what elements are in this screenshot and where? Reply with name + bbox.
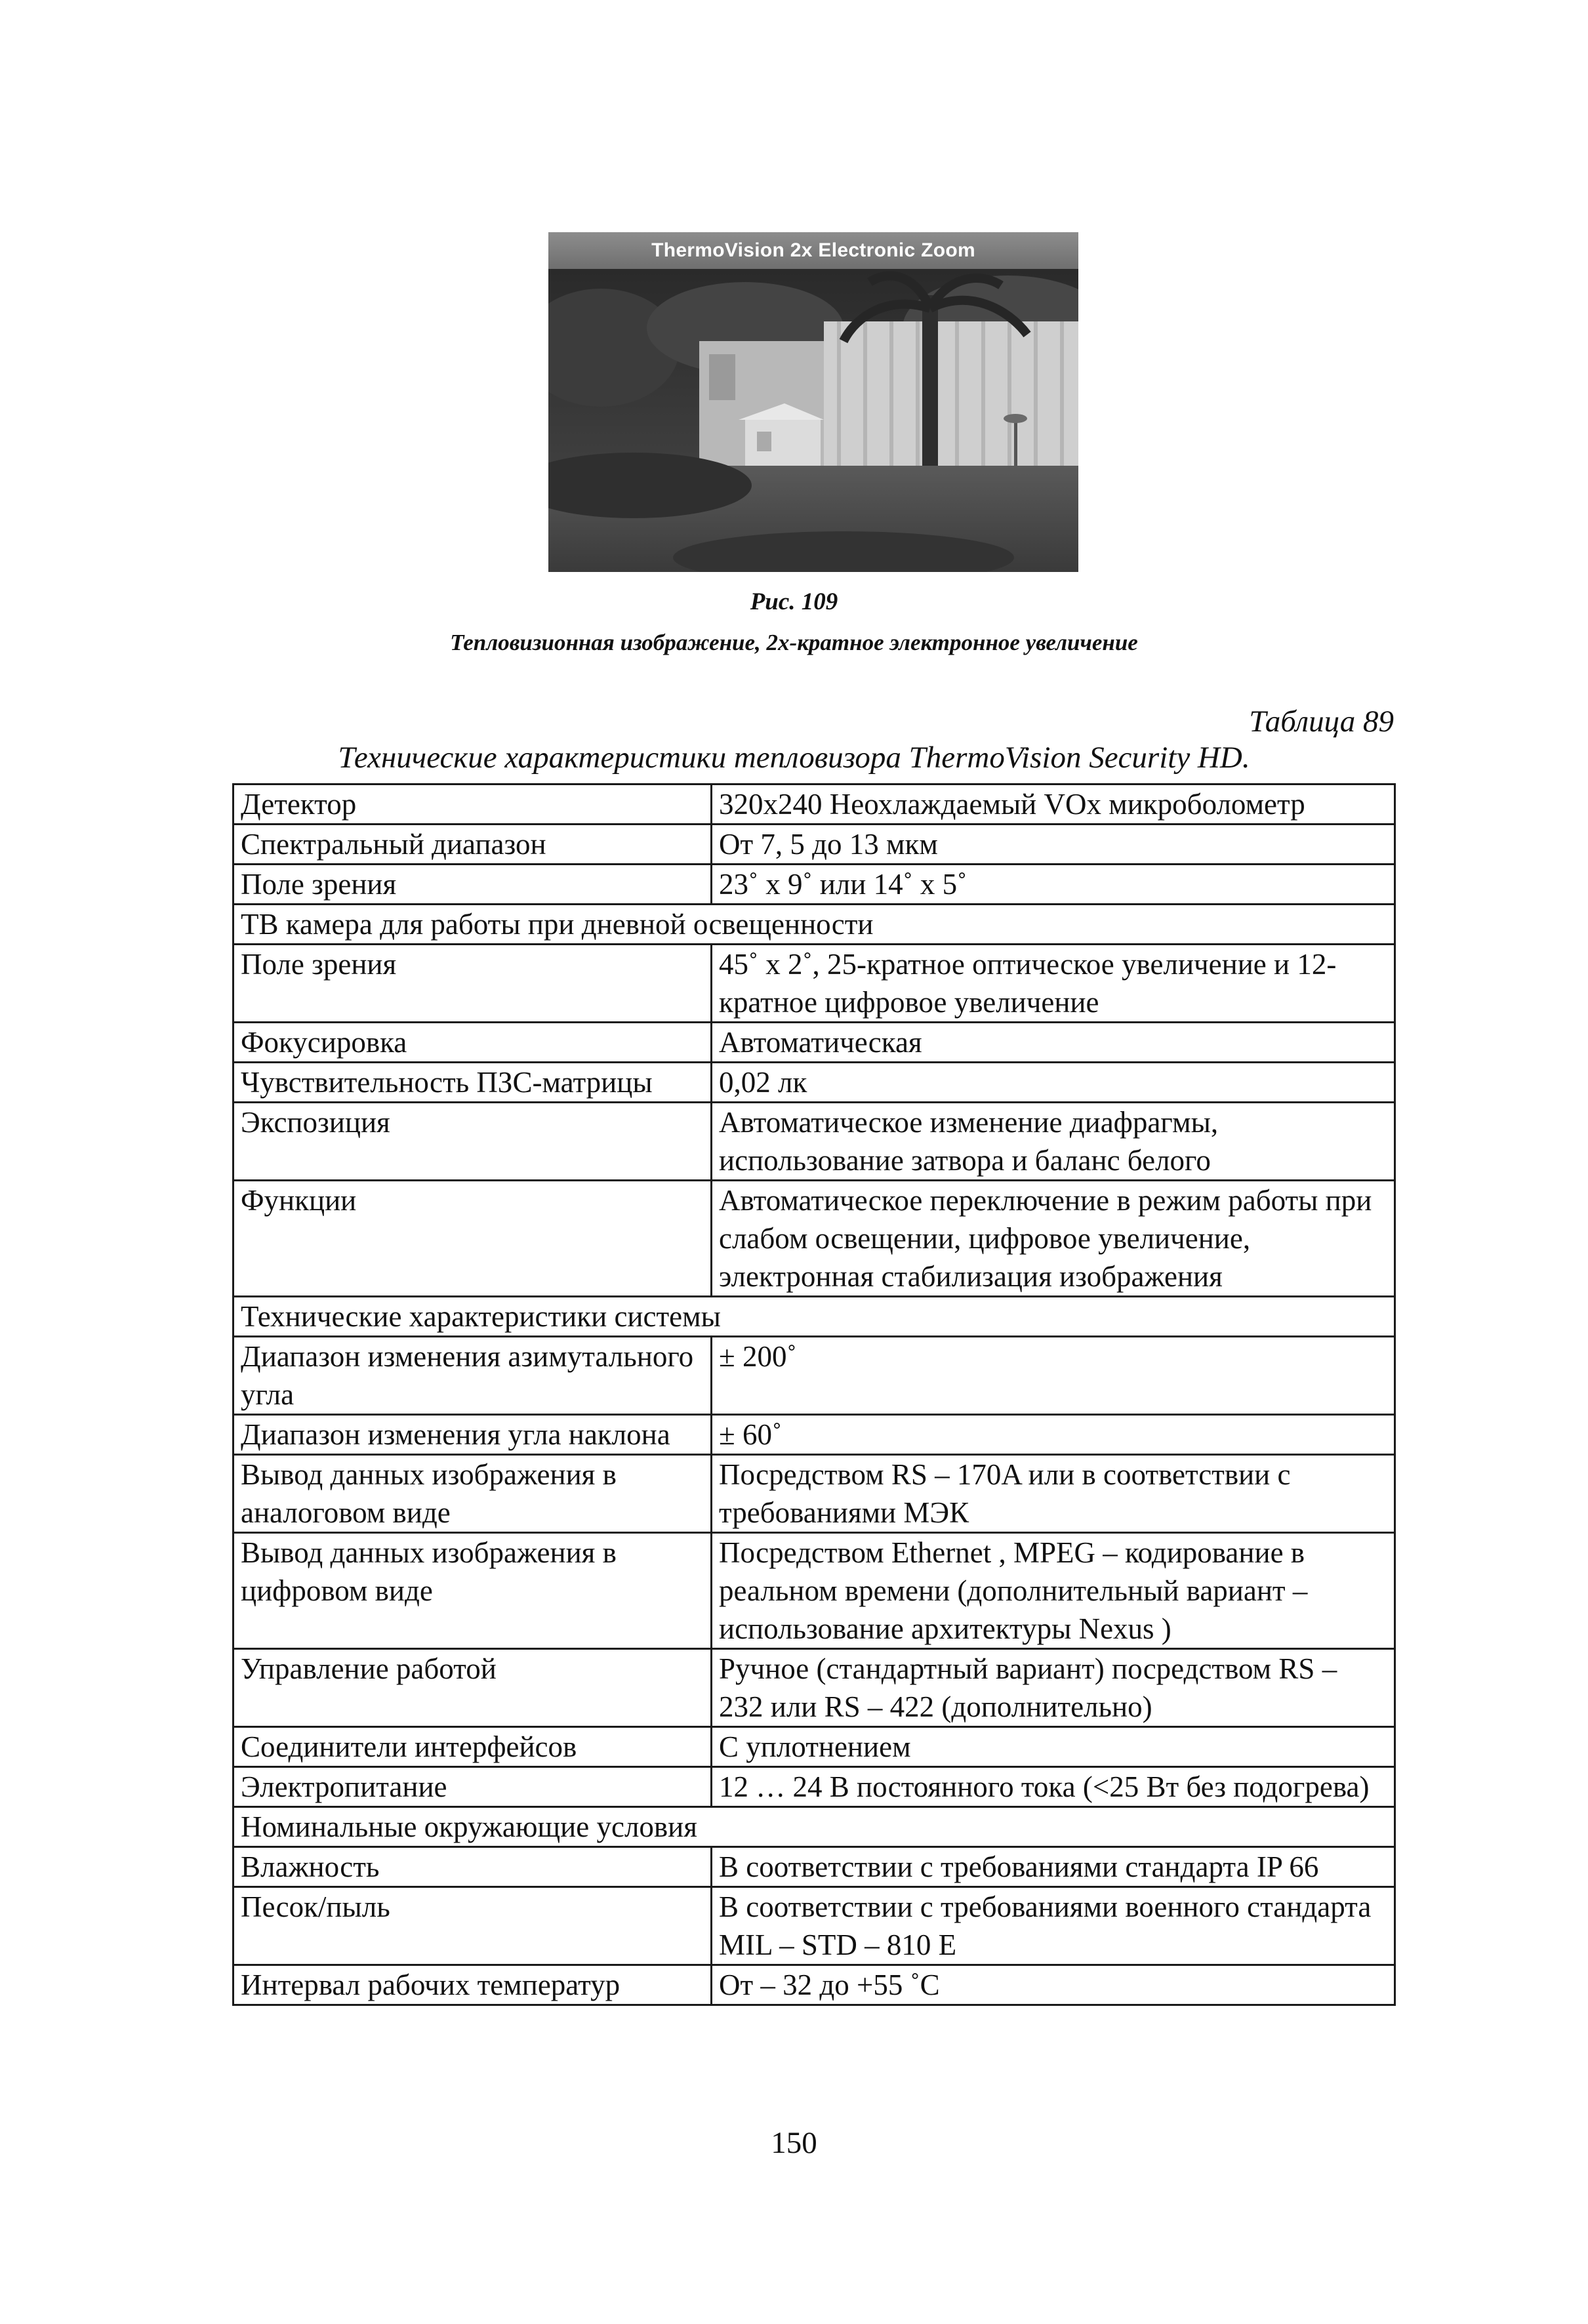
table-row xyxy=(234,1455,1395,1533)
spec-value: Посредством Ethernet , MPEG – кодирование в реальном времени (дополнительный вариант – использование архитектуры Nexus ) xyxy=(712,1533,1395,1649)
spec-key: Диапазон изменения угла наклона xyxy=(234,1415,712,1455)
spec-value: ± 200˚ xyxy=(712,1337,1395,1415)
spec-key: Вывод данных изображения в цифровом виде xyxy=(234,1533,712,1649)
table-row xyxy=(234,1533,1395,1649)
table-row xyxy=(234,1103,1395,1181)
table-row xyxy=(234,865,1395,905)
spec-value: В соответствии с требованиями военного стандарта MIL – STD – 810 E xyxy=(712,1887,1395,1965)
table-row xyxy=(234,1847,1395,1887)
page-number: 150 xyxy=(771,2126,817,2160)
spec-value: 0,02 лк xyxy=(712,1063,1395,1103)
table-row xyxy=(234,1063,1395,1103)
spec-key: Вывод данных изображения в аналоговом виде xyxy=(234,1455,712,1533)
spec-key: Экспозиция xyxy=(234,1103,712,1181)
table-row xyxy=(234,1023,1395,1063)
spec-key: Управление работой xyxy=(234,1649,712,1727)
table-row xyxy=(234,1727,1395,1767)
spec-value: 12 … 24 В постоянного тока (<25 Вт без подогрева) xyxy=(712,1767,1395,1807)
table-row xyxy=(234,1649,1395,1727)
spec-value: Посредством RS – 170A или в соответствии с требованиями МЭК xyxy=(712,1455,1395,1533)
figure-banner: ThermoVision 2x Electronic Zoom xyxy=(548,232,1078,269)
spec-key: Фокусировка xyxy=(234,1023,712,1063)
table-row xyxy=(234,785,1395,825)
table-row xyxy=(234,945,1395,1023)
spec-value: Ручное (стандартный вариант) посредством RS – 232 или RS – 422 (дополнительно) xyxy=(712,1649,1395,1727)
table-row xyxy=(234,1965,1395,2005)
spec-key: Соединители интерфейсов xyxy=(234,1727,712,1767)
spec-value: От – 32 до +55 ˚С xyxy=(712,1965,1395,2005)
spec-key: Функции xyxy=(234,1181,712,1297)
thermal-figure xyxy=(548,232,1078,572)
spec-key: Детектор xyxy=(234,785,712,825)
spec-value: Автоматическое переключение в режим работы при слабом освещении, цифровое увеличение, электронная стабилизация изображения xyxy=(712,1181,1395,1297)
figure-caption-number: Рис. 109 xyxy=(750,588,838,615)
table-title: Технические характеристики тепловизора ThermoVision Security HD. xyxy=(338,741,1250,775)
section-heading: Номинальные окружающие условия xyxy=(234,1807,1395,1847)
section-row xyxy=(234,905,1395,945)
table-row xyxy=(234,1767,1395,1807)
section-heading: ТВ камера для работы при дневной освещенности xyxy=(234,905,1395,945)
table-row xyxy=(234,1337,1395,1415)
spec-key: Диапазон изменения азимутального угла xyxy=(234,1337,712,1415)
spec-value: 320x240 Неохлаждаемый VOx микроболометр xyxy=(712,785,1395,825)
figure-caption-text: Тепловизионная изображение, 2х-кратное электронное увеличение xyxy=(450,630,1138,655)
table-row xyxy=(234,825,1395,865)
spec-key: Чувствительность ПЗС-матрицы xyxy=(234,1063,712,1103)
spec-key: Поле зрения xyxy=(234,865,712,905)
spec-key: Электропитание xyxy=(234,1767,712,1807)
spec-value: 45˚ х 2˚, 25-кратное оптическое увеличение и 12-кратное цифровое увеличение xyxy=(712,945,1395,1023)
section-row xyxy=(234,1297,1395,1337)
spec-value: В соответствии с требованиями стандарта IP 66 xyxy=(712,1847,1395,1887)
table-row xyxy=(234,1887,1395,1965)
spec-value: С уплотнением xyxy=(712,1727,1395,1767)
spec-value: 23˚ х 9˚ или 14˚ х 5˚ xyxy=(712,865,1395,905)
spec-key: Спектральный диапазон xyxy=(234,825,712,865)
spec-key: Интервал рабочих температур xyxy=(234,1965,712,2005)
spec-table xyxy=(232,783,1396,2006)
table-row xyxy=(234,1415,1395,1455)
section-heading: Технические характеристики системы xyxy=(234,1297,1395,1337)
spec-value: ± 60˚ xyxy=(712,1415,1395,1455)
spec-key: Песок/пыль xyxy=(234,1887,712,1965)
table-row xyxy=(234,1181,1395,1297)
section-row xyxy=(234,1807,1395,1847)
spec-value: От 7, 5 до 13 мкм xyxy=(712,825,1395,865)
spec-value: Автоматическое изменение диафрагмы, использование затвора и баланс белого xyxy=(712,1103,1395,1181)
thermal-image xyxy=(548,269,1078,572)
spec-value: Автоматическая xyxy=(712,1023,1395,1063)
spec-key: Влажность xyxy=(234,1847,712,1887)
spec-key: Поле зрения xyxy=(234,945,712,1023)
table-label: Таблица 89 xyxy=(1249,704,1394,739)
